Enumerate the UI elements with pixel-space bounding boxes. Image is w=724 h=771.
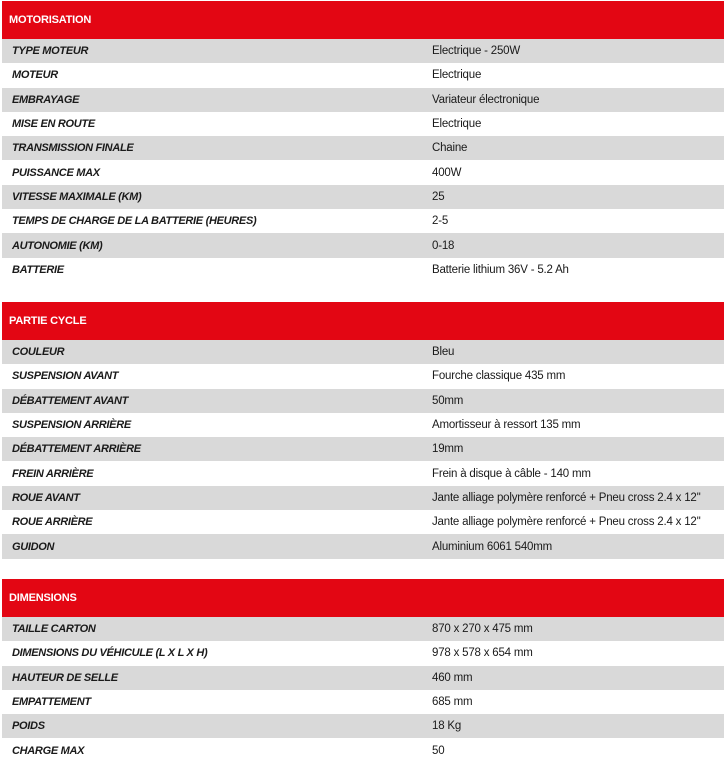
spec-label: BATTERIE	[12, 263, 64, 276]
spec-value: Electrique	[432, 118, 482, 131]
partie-cycle-header: PARTIE CYCLE	[2, 302, 724, 340]
spec-label: EMPATTEMENT	[12, 696, 91, 709]
motorisation-rows	[2, 39, 724, 282]
spec-row	[2, 714, 724, 738]
spec-label: COULEUR	[12, 346, 65, 359]
spec-row	[2, 690, 724, 714]
spec-row	[2, 160, 724, 184]
spec-row	[2, 510, 724, 534]
spec-row	[2, 534, 724, 558]
spec-label: MOTEUR	[12, 69, 58, 82]
spec-value: 50	[432, 744, 445, 757]
spec-value: 460 mm	[432, 671, 473, 684]
spec-value: 870 x 270 x 475 mm	[432, 623, 533, 636]
spec-label: HAUTEUR DE SELLE	[12, 671, 118, 684]
spec-label: DÉBATTEMENT ARRIÈRE	[12, 443, 141, 456]
spec-row	[2, 389, 724, 413]
partie-cycle-rows	[2, 340, 724, 559]
spec-row	[2, 112, 724, 136]
spec-label: CHARGE MAX	[12, 744, 85, 757]
spec-row	[2, 185, 724, 209]
spec-label: VITESSE MAXIMALE (KM)	[12, 190, 142, 203]
spec-row	[2, 617, 724, 641]
spec-value: 19mm	[432, 443, 464, 456]
spec-label: EMBRAYAGE	[12, 93, 80, 106]
spec-row	[2, 666, 724, 690]
dimensions-rows	[2, 617, 724, 763]
spec-value: 2-5	[432, 215, 449, 228]
spec-row	[2, 364, 724, 388]
motorisation-header: MOTORISATION	[2, 1, 724, 39]
spec-row	[2, 63, 724, 87]
spec-label: GUIDON	[12, 540, 55, 553]
spec-value: 18 Kg	[432, 720, 462, 733]
spec-label: ROUE ARRIÈRE	[12, 516, 93, 529]
spec-row	[2, 233, 724, 257]
spec-value: Electrique - 250W	[432, 45, 520, 58]
spec-row	[2, 413, 724, 437]
spec-row	[2, 641, 724, 665]
spec-label: MISE EN ROUTE	[12, 118, 95, 131]
spec-value: Amortisseur à ressort 135 mm	[432, 419, 581, 432]
spec-value: Variateur électronique	[432, 93, 540, 106]
dimensions-section	[2, 579, 724, 763]
dimensions-header: DIMENSIONS	[2, 579, 724, 617]
spec-row	[2, 39, 724, 63]
partie-cycle-section	[2, 302, 724, 559]
spec-value: 25	[432, 190, 445, 203]
spec-label: TAILLE CARTON	[12, 623, 96, 636]
spec-value: 0-18	[432, 239, 455, 252]
spec-value: Chaine	[432, 142, 468, 155]
spec-value: 400W	[432, 166, 462, 179]
spec-label: FREIN ARRIÈRE	[12, 467, 94, 480]
spec-row	[2, 486, 724, 510]
spec-label: AUTONOMIE (KM)	[12, 239, 103, 252]
spec-row	[2, 209, 724, 233]
spec-label: ROUE AVANT	[12, 491, 80, 504]
spec-value: 978 x 578 x 654 mm	[432, 647, 533, 660]
spec-row	[2, 461, 724, 485]
spec-label: TYPE MOTEUR	[12, 45, 89, 58]
spec-row	[2, 340, 724, 364]
spec-row	[2, 437, 724, 461]
spec-value: Bleu	[432, 346, 455, 359]
spec-value: Fourche classique 435 mm	[432, 370, 566, 383]
spec-row	[2, 88, 724, 112]
spec-label: POIDS	[12, 720, 45, 733]
spec-value: Jante alliage polymère renforcé + Pneu cross 2.4 x 12''	[432, 516, 701, 529]
spec-row	[2, 136, 724, 160]
spec-label: TEMPS DE CHARGE DE LA BATTERIE (HEURES)	[12, 215, 257, 228]
spec-label: TRANSMISSION FINALE	[12, 142, 134, 155]
spec-value: Aluminium 6061 540mm	[432, 540, 553, 553]
spec-row	[2, 258, 724, 282]
spec-value: Electrique	[432, 69, 482, 82]
spec-value: 50mm	[432, 394, 464, 407]
motorisation-section	[2, 1, 724, 282]
spec-value: Frein à disque à câble - 140 mm	[432, 467, 591, 480]
spec-label: DIMENSIONS DU VÉHICULE (L X L X H)	[12, 647, 208, 660]
spec-label: PUISSANCE MAX	[12, 166, 100, 179]
spec-value: 685 mm	[432, 696, 473, 709]
spec-value: Batterie lithium 36V - 5.2 Ah	[432, 263, 569, 276]
spec-label: SUSPENSION AVANT	[12, 370, 119, 383]
spec-row	[2, 738, 724, 762]
spec-label: SUSPENSION ARRIÈRE	[12, 419, 131, 432]
spec-value: Jante alliage polymère renforcé + Pneu cross 2.4 x 12''	[432, 491, 701, 504]
spec-label: DÉBATTEMENT AVANT	[12, 394, 129, 407]
